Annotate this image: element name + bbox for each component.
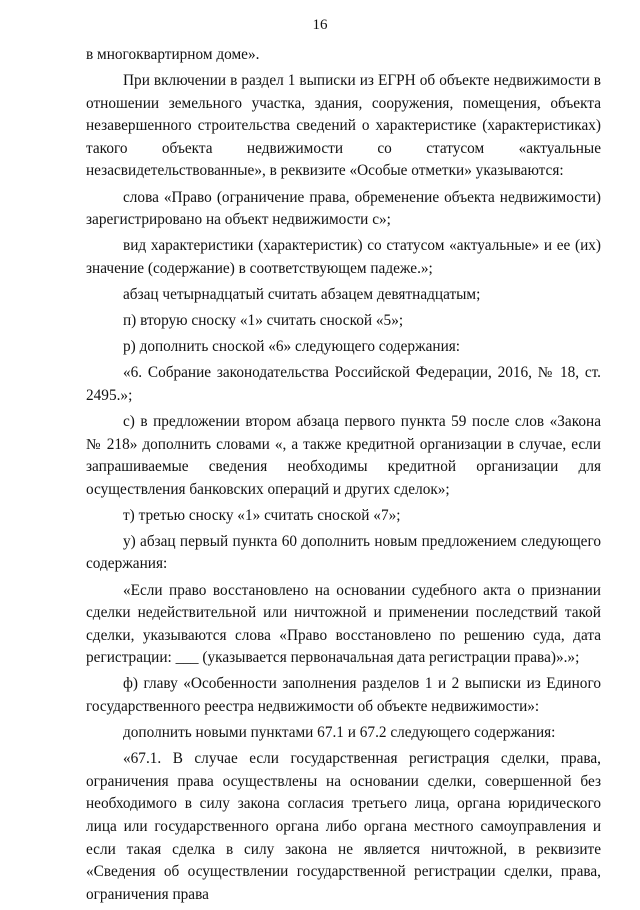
page-number: 16 bbox=[312, 17, 328, 33]
paragraph-intro: При включении в раздел 1 выписки из ЕГРН об объекте недвижимости в отношении земельного участка, здания, сооружения, помещения, объекта незавершенного строительства сведений о характеристике (характеристиках) такого объекта недвижимости со статусом «актуальные незасвидетельствованные», в реквизите «Особые отметки» указываются: bbox=[86, 72, 601, 180]
paragraph-court-restoration: «Если право восстановлено на основании судебного акта о признании сделки недействительной или ничтожной и применении последствий такой сделки, указываются слова «Право восстановлено по решению суда, дата регистрации: ___ (указывается первоначальная дата регистрации права)».»; bbox=[86, 581, 601, 667]
paragraph-item-r: р) дополнить сноской «6» следующего содержания: bbox=[123, 338, 461, 356]
paragraph-footnote-6: «6. Собрание законодательства Российской Федерации, 2016, № 18, ст. 2495.»; bbox=[86, 364, 601, 404]
paragraph-item-t: т) третью сноску «1» считать сноской «7»; bbox=[123, 506, 401, 524]
paragraph-fourteenth: абзац четырнадцатый считать абзацем девятнадцатым; bbox=[123, 285, 481, 303]
paragraph-item-p: п) вторую сноску «1» считать сноской «5»; bbox=[123, 312, 404, 330]
paragraph-new-items: дополнить новыми пунктами 67.1 и 67.2 следующего содержания: bbox=[123, 724, 556, 742]
paragraph-item-s: с) в предложении втором абзаца первого пункта 59 после слов «Закона № 218» дополнить словами «, а также кредитной организации в случае, если запрашиваемые сведения необходимы кредитной организации для осуществления банковских операций и других сделок»; bbox=[86, 412, 601, 498]
paragraph-item-u: у) абзац первый пункта 60 дополнить новым предложением следующего содержания: bbox=[86, 532, 601, 573]
paragraph-67-1: «67.1. В случае если государственная регистрация сделки, права, ограничения права осуществлены на основании сделки, совершенной без необходимого в силу закона согласия третьего лица, органа юридического лица или государственного органа либо органа местного самоуправления и если такая сделка в силу закона не является ничтожной, в реквизите «Сведения об осуществлении государственной регистрации сделки, права, ограничения права bbox=[86, 750, 601, 903]
document-body bbox=[86, 44, 601, 910]
paragraph-item-f: ф) главу «Особенности заполнения разделов 1 и 2 выписки из Единого государственного реестра недвижимости об объекте недвижимости»: bbox=[86, 675, 601, 716]
paragraph-continuation: в многоквартирном доме». bbox=[86, 46, 260, 63]
paragraph-words-right: слова «Право (ограничение права, обременение объекта недвижимости) зарегистрировано на объект недвижимости с»; bbox=[86, 188, 601, 229]
paragraph-characteristic-type: вид характеристики (характеристик) со статусом «актуальные» и ее (их) значение (содержание) в соответствующем падеже.»; bbox=[86, 237, 601, 277]
